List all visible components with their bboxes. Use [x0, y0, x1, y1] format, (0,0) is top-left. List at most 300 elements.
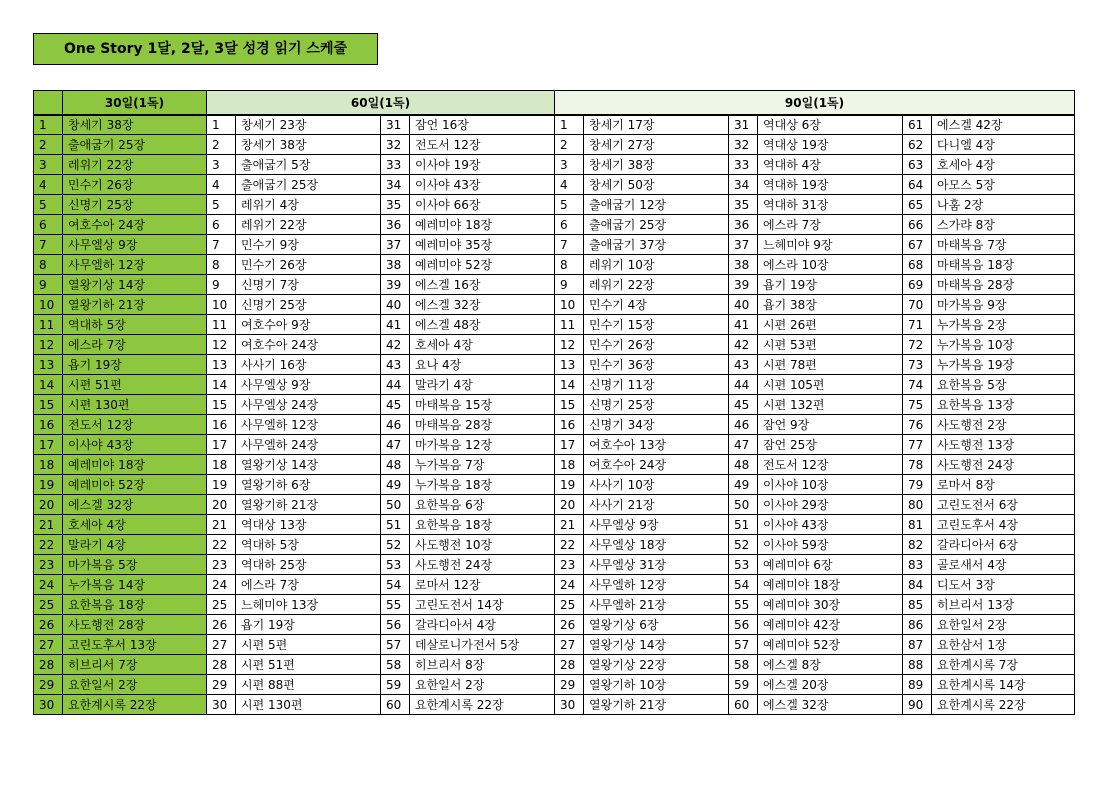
table-row: [34, 435, 1075, 455]
table-row: [34, 215, 1075, 235]
reading-90c-cell: 마가복음 9장: [932, 295, 1075, 315]
reading-90c-cell: 마태복음 18장: [932, 255, 1075, 275]
day-60a-cell: 29: [207, 675, 236, 695]
day-90b-cell: 48: [729, 455, 758, 475]
reading-60b-cell: 사도행전 24장: [410, 555, 555, 575]
day-60a-cell: 16: [207, 415, 236, 435]
table-row: [34, 315, 1075, 335]
day-60a-cell: 6: [207, 215, 236, 235]
day-60b-cell: 33: [381, 155, 410, 175]
day-90c-cell: 73: [903, 355, 932, 375]
day-30-cell: 19: [34, 475, 63, 495]
day-60a-cell: 25: [207, 595, 236, 615]
day-60b-cell: 32: [381, 135, 410, 155]
day-30-cell: 2: [34, 135, 63, 155]
reading-60b-cell: 누가복음 7장: [410, 455, 555, 475]
reading-90a-cell: 열왕기상 22장: [584, 655, 729, 675]
reading-90c-cell: 갈라디아서 6장: [932, 535, 1075, 555]
reading-30-cell: 창세기 38장: [63, 115, 207, 135]
reading-90a-cell: 민수기 26장: [584, 335, 729, 355]
day-90c-cell: 66: [903, 215, 932, 235]
day-60a-cell: 30: [207, 695, 236, 715]
reading-90a-cell: 사무엘하 12장: [584, 575, 729, 595]
day-90a-cell: 25: [555, 595, 584, 615]
day-60a-cell: 1: [207, 115, 236, 135]
day-90c-cell: 82: [903, 535, 932, 555]
day-90c-cell: 87: [903, 635, 932, 655]
day-90b-cell: 43: [729, 355, 758, 375]
reading-90c-cell: 호세아 4장: [932, 155, 1075, 175]
reading-90c-cell: 로마서 8장: [932, 475, 1075, 495]
day-60a-cell: 20: [207, 495, 236, 515]
reading-60a-cell: 시편 88편: [236, 675, 381, 695]
reading-90c-cell: 요한계시록 22장: [932, 695, 1075, 715]
reading-60b-cell: 예레미야 18장: [410, 215, 555, 235]
reading-60a-cell: 사무엘하 12장: [236, 415, 381, 435]
reading-90c-cell: 누가복음 2장: [932, 315, 1075, 335]
reading-30-cell: 호세아 4장: [63, 515, 207, 535]
day-90b-cell: 60: [729, 695, 758, 715]
reading-60b-cell: 예레미야 52장: [410, 255, 555, 275]
reading-30-cell: 사무엘하 12장: [63, 255, 207, 275]
reading-60b-cell: 에스겔 32장: [410, 295, 555, 315]
reading-60b-cell: 요한계시록 22장: [410, 695, 555, 715]
day-60a-cell: 22: [207, 535, 236, 555]
reading-90a-cell: 출애굽기 37장: [584, 235, 729, 255]
day-90a-cell: 5: [555, 195, 584, 215]
reading-90b-cell: 에스겔 20장: [758, 675, 903, 695]
day-90a-cell: 7: [555, 235, 584, 255]
day-90a-cell: 2: [555, 135, 584, 155]
day-90b-cell: 33: [729, 155, 758, 175]
day-90c-cell: 84: [903, 575, 932, 595]
day-60b-cell: 38: [381, 255, 410, 275]
day-90a-cell: 23: [555, 555, 584, 575]
table-row: [34, 695, 1075, 715]
reading-30-cell: 전도서 12장: [63, 415, 207, 435]
header-90-days: 90일(1독): [555, 91, 1075, 115]
reading-60b-cell: 에스겔 16장: [410, 275, 555, 295]
day-30-cell: 6: [34, 215, 63, 235]
reading-90b-cell: 에스라 10장: [758, 255, 903, 275]
reading-30-cell: 시편 51편: [63, 375, 207, 395]
day-90c-cell: 78: [903, 455, 932, 475]
reading-90c-cell: 요한일서 2장: [932, 615, 1075, 635]
day-90b-cell: 51: [729, 515, 758, 535]
reading-90b-cell: 예레미야 18장: [758, 575, 903, 595]
reading-60a-cell: 시편 130편: [236, 695, 381, 715]
day-90a-cell: 30: [555, 695, 584, 715]
reading-30-cell: 에스겔 32장: [63, 495, 207, 515]
reading-60b-cell: 이사야 19장: [410, 155, 555, 175]
table-row: [34, 575, 1075, 595]
day-30-cell: 21: [34, 515, 63, 535]
reading-60a-cell: 느헤미야 13장: [236, 595, 381, 615]
reading-90c-cell: 마태복음 28장: [932, 275, 1075, 295]
table-row: [34, 595, 1075, 615]
table-row: [34, 195, 1075, 215]
day-30-cell: 13: [34, 355, 63, 375]
table-row: [34, 335, 1075, 355]
day-90c-cell: 72: [903, 335, 932, 355]
reading-60a-cell: 사무엘상 24장: [236, 395, 381, 415]
reading-90b-cell: 이사야 10장: [758, 475, 903, 495]
reading-30-cell: 예레미야 18장: [63, 455, 207, 475]
reading-90a-cell: 창세기 17장: [584, 115, 729, 135]
day-90c-cell: 70: [903, 295, 932, 315]
reading-90a-cell: 창세기 38장: [584, 155, 729, 175]
day-90b-cell: 34: [729, 175, 758, 195]
reading-90a-cell: 여호수아 24장: [584, 455, 729, 475]
reading-60a-cell: 여호수아 9장: [236, 315, 381, 335]
day-30-cell: 8: [34, 255, 63, 275]
day-60b-cell: 47: [381, 435, 410, 455]
table-row: [34, 375, 1075, 395]
reading-60a-cell: 여호수아 24장: [236, 335, 381, 355]
reading-90b-cell: 에스라 7장: [758, 215, 903, 235]
day-90c-cell: 90: [903, 695, 932, 715]
reading-90b-cell: 역대하 4장: [758, 155, 903, 175]
reading-30-cell: 히브리서 7장: [63, 655, 207, 675]
reading-90a-cell: 출애굽기 12장: [584, 195, 729, 215]
reading-90b-cell: 이사야 29장: [758, 495, 903, 515]
day-60a-cell: 8: [207, 255, 236, 275]
reading-90b-cell: 역대상 19장: [758, 135, 903, 155]
header-blank: [34, 91, 63, 115]
reading-90b-cell: 욥기 19장: [758, 275, 903, 295]
reading-90c-cell: 디도서 3장: [932, 575, 1075, 595]
day-90b-cell: 39: [729, 275, 758, 295]
reading-90a-cell: 사무엘하 21장: [584, 595, 729, 615]
reading-90b-cell: 욥기 38장: [758, 295, 903, 315]
reading-60a-cell: 사무엘하 24장: [236, 435, 381, 455]
reading-60b-cell: 누가복음 18장: [410, 475, 555, 495]
reading-90a-cell: 민수기 15장: [584, 315, 729, 335]
day-60a-cell: 11: [207, 315, 236, 335]
day-30-cell: 17: [34, 435, 63, 455]
day-90c-cell: 68: [903, 255, 932, 275]
header-row: [34, 91, 1075, 115]
reading-60b-cell: 마태복음 28장: [410, 415, 555, 435]
day-60b-cell: 36: [381, 215, 410, 235]
reading-30-cell: 출애굽기 25장: [63, 135, 207, 155]
reading-90b-cell: 예레미야 52장: [758, 635, 903, 655]
reading-90b-cell: 시편 26편: [758, 315, 903, 335]
day-60b-cell: 59: [381, 675, 410, 695]
reading-60a-cell: 레위기 4장: [236, 195, 381, 215]
reading-30-cell: 신명기 25장: [63, 195, 207, 215]
day-90b-cell: 44: [729, 375, 758, 395]
day-60a-cell: 4: [207, 175, 236, 195]
day-90c-cell: 74: [903, 375, 932, 395]
day-90c-cell: 65: [903, 195, 932, 215]
day-90b-cell: 53: [729, 555, 758, 575]
day-60b-cell: 45: [381, 395, 410, 415]
reading-60a-cell: 열왕기하 21장: [236, 495, 381, 515]
reading-60a-cell: 출애굽기 25장: [236, 175, 381, 195]
day-30-cell: 30: [34, 695, 63, 715]
reading-60b-cell: 전도서 12장: [410, 135, 555, 155]
day-30-cell: 1: [34, 115, 63, 135]
day-60b-cell: 60: [381, 695, 410, 715]
reading-30-cell: 역대하 5장: [63, 315, 207, 335]
table-row: [34, 615, 1075, 635]
reading-60a-cell: 신명기 7장: [236, 275, 381, 295]
table-row: [34, 155, 1075, 175]
day-30-cell: 29: [34, 675, 63, 695]
day-30-cell: 10: [34, 295, 63, 315]
day-90c-cell: 75: [903, 395, 932, 415]
day-30-cell: 24: [34, 575, 63, 595]
day-60a-cell: 10: [207, 295, 236, 315]
reading-90b-cell: 시편 132편: [758, 395, 903, 415]
day-90a-cell: 11: [555, 315, 584, 335]
day-60b-cell: 54: [381, 575, 410, 595]
day-90a-cell: 20: [555, 495, 584, 515]
day-60a-cell: 3: [207, 155, 236, 175]
day-90b-cell: 47: [729, 435, 758, 455]
day-60a-cell: 24: [207, 575, 236, 595]
reading-60a-cell: 역대상 13장: [236, 515, 381, 535]
reading-90b-cell: 역대하 31장: [758, 195, 903, 215]
reading-90c-cell: 요한계시록 14장: [932, 675, 1075, 695]
day-60b-cell: 48: [381, 455, 410, 475]
day-90c-cell: 67: [903, 235, 932, 255]
reading-90a-cell: 사무엘상 18장: [584, 535, 729, 555]
reading-90b-cell: 이사야 43장: [758, 515, 903, 535]
header-60-days: 60일(1독): [207, 91, 555, 115]
reading-60a-cell: 창세기 23장: [236, 115, 381, 135]
day-60b-cell: 56: [381, 615, 410, 635]
reading-90b-cell: 느헤미야 9장: [758, 235, 903, 255]
reading-90b-cell: 시편 78편: [758, 355, 903, 375]
reading-90a-cell: 창세기 27장: [584, 135, 729, 155]
table-row: [34, 535, 1075, 555]
day-90b-cell: 36: [729, 215, 758, 235]
reading-60a-cell: 시편 5편: [236, 635, 381, 655]
table-row: [34, 175, 1075, 195]
reading-90a-cell: 민수기 4장: [584, 295, 729, 315]
reading-60a-cell: 시편 51편: [236, 655, 381, 675]
day-90b-cell: 57: [729, 635, 758, 655]
day-90b-cell: 37: [729, 235, 758, 255]
reading-30-cell: 여호수아 24장: [63, 215, 207, 235]
reading-90a-cell: 사사기 10장: [584, 475, 729, 495]
reading-90a-cell: 여호수아 13장: [584, 435, 729, 455]
reading-30-cell: 고린도후서 13장: [63, 635, 207, 655]
day-90c-cell: 77: [903, 435, 932, 455]
table-row: [34, 475, 1075, 495]
reading-30-cell: 에스라 7장: [63, 335, 207, 355]
reading-60b-cell: 사도행전 10장: [410, 535, 555, 555]
reading-90a-cell: 열왕기상 6장: [584, 615, 729, 635]
day-90c-cell: 69: [903, 275, 932, 295]
day-90c-cell: 85: [903, 595, 932, 615]
reading-60a-cell: 사무엘상 9장: [236, 375, 381, 395]
day-60a-cell: 13: [207, 355, 236, 375]
day-90b-cell: 56: [729, 615, 758, 635]
reading-60b-cell: 요한일서 2장: [410, 675, 555, 695]
table-row: [34, 635, 1075, 655]
day-60a-cell: 14: [207, 375, 236, 395]
reading-90c-cell: 에스겔 42장: [932, 115, 1075, 135]
day-90b-cell: 32: [729, 135, 758, 155]
day-60b-cell: 58: [381, 655, 410, 675]
reading-60a-cell: 욥기 19장: [236, 615, 381, 635]
day-30-cell: 3: [34, 155, 63, 175]
day-90c-cell: 62: [903, 135, 932, 155]
table-row: [34, 395, 1075, 415]
day-90a-cell: 14: [555, 375, 584, 395]
day-90b-cell: 59: [729, 675, 758, 695]
day-60b-cell: 34: [381, 175, 410, 195]
day-90a-cell: 16: [555, 415, 584, 435]
day-30-cell: 18: [34, 455, 63, 475]
reading-30-cell: 요한계시록 22장: [63, 695, 207, 715]
table-row: [34, 455, 1075, 475]
reading-60b-cell: 에스겔 48장: [410, 315, 555, 335]
table-row: [34, 275, 1075, 295]
day-90b-cell: 49: [729, 475, 758, 495]
reading-60b-cell: 갈라디아서 4장: [410, 615, 555, 635]
day-60a-cell: 26: [207, 615, 236, 635]
day-90c-cell: 79: [903, 475, 932, 495]
reading-30-cell: 욥기 19장: [63, 355, 207, 375]
table-row: [34, 515, 1075, 535]
day-60b-cell: 31: [381, 115, 410, 135]
table-row: [34, 235, 1075, 255]
reading-90a-cell: 레위기 10장: [584, 255, 729, 275]
day-60b-cell: 46: [381, 415, 410, 435]
day-60b-cell: 51: [381, 515, 410, 535]
day-90a-cell: 21: [555, 515, 584, 535]
reading-30-cell: 열왕기하 21장: [63, 295, 207, 315]
reading-90c-cell: 히브리서 13장: [932, 595, 1075, 615]
reading-60b-cell: 고린도전서 14장: [410, 595, 555, 615]
day-60b-cell: 49: [381, 475, 410, 495]
reading-60b-cell: 로마서 12장: [410, 575, 555, 595]
day-90c-cell: 88: [903, 655, 932, 675]
schedule-body: [34, 115, 1075, 715]
day-90c-cell: 64: [903, 175, 932, 195]
table-row: [34, 255, 1075, 275]
day-90a-cell: 28: [555, 655, 584, 675]
day-60b-cell: 39: [381, 275, 410, 295]
day-60a-cell: 23: [207, 555, 236, 575]
day-30-cell: 12: [34, 335, 63, 355]
day-90c-cell: 71: [903, 315, 932, 335]
reading-90c-cell: 요한복음 5장: [932, 375, 1075, 395]
table-row: [34, 415, 1075, 435]
reading-30-cell: 레위기 22장: [63, 155, 207, 175]
reading-90c-cell: 요한계시록 7장: [932, 655, 1075, 675]
reading-90a-cell: 출애굽기 25장: [584, 215, 729, 235]
day-90a-cell: 3: [555, 155, 584, 175]
day-30-cell: 28: [34, 655, 63, 675]
day-90a-cell: 29: [555, 675, 584, 695]
day-90b-cell: 52: [729, 535, 758, 555]
day-30-cell: 27: [34, 635, 63, 655]
day-30-cell: 7: [34, 235, 63, 255]
reading-60a-cell: 역대하 5장: [236, 535, 381, 555]
reading-30-cell: 예레미야 52장: [63, 475, 207, 495]
day-60a-cell: 21: [207, 515, 236, 535]
reading-30-cell: 요한일서 2장: [63, 675, 207, 695]
day-60a-cell: 28: [207, 655, 236, 675]
reading-30-cell: 말라기 4장: [63, 535, 207, 555]
reading-90c-cell: 사도행전 2장: [932, 415, 1075, 435]
reading-90a-cell: 신명기 11장: [584, 375, 729, 395]
day-90a-cell: 1: [555, 115, 584, 135]
reading-60b-cell: 말라기 4장: [410, 375, 555, 395]
day-60b-cell: 40: [381, 295, 410, 315]
day-90c-cell: 86: [903, 615, 932, 635]
day-60b-cell: 55: [381, 595, 410, 615]
reading-90c-cell: 골로새서 4장: [932, 555, 1075, 575]
reading-90b-cell: 에스겔 32장: [758, 695, 903, 715]
reading-60b-cell: 히브리서 8장: [410, 655, 555, 675]
reading-90a-cell: 민수기 36장: [584, 355, 729, 375]
day-30-cell: 5: [34, 195, 63, 215]
day-60b-cell: 57: [381, 635, 410, 655]
day-90b-cell: 50: [729, 495, 758, 515]
reading-90c-cell: 사도행전 13장: [932, 435, 1075, 455]
day-90b-cell: 41: [729, 315, 758, 335]
day-90a-cell: 9: [555, 275, 584, 295]
day-30-cell: 20: [34, 495, 63, 515]
reading-90c-cell: 사도행전 24장: [932, 455, 1075, 475]
header-30-days: 30일(1독): [63, 91, 207, 115]
reading-30-cell: 사무엘상 9장: [63, 235, 207, 255]
day-60a-cell: 9: [207, 275, 236, 295]
reading-90a-cell: 신명기 25장: [584, 395, 729, 415]
reading-60b-cell: 이사야 43장: [410, 175, 555, 195]
reading-90a-cell: 열왕기상 14장: [584, 635, 729, 655]
day-60b-cell: 52: [381, 535, 410, 555]
day-60a-cell: 18: [207, 455, 236, 475]
day-90c-cell: 80: [903, 495, 932, 515]
day-90a-cell: 18: [555, 455, 584, 475]
day-90b-cell: 40: [729, 295, 758, 315]
reading-90b-cell: 잠언 9장: [758, 415, 903, 435]
day-60b-cell: 53: [381, 555, 410, 575]
day-30-cell: 26: [34, 615, 63, 635]
reading-60a-cell: 민수기 9장: [236, 235, 381, 255]
reading-60a-cell: 창세기 38장: [236, 135, 381, 155]
day-60a-cell: 5: [207, 195, 236, 215]
reading-30-cell: 사도행전 28장: [63, 615, 207, 635]
day-60a-cell: 27: [207, 635, 236, 655]
day-90b-cell: 35: [729, 195, 758, 215]
reading-90b-cell: 시편 53편: [758, 335, 903, 355]
day-30-cell: 23: [34, 555, 63, 575]
reading-90b-cell: 예레미야 42장: [758, 615, 903, 635]
day-90a-cell: 19: [555, 475, 584, 495]
day-90c-cell: 61: [903, 115, 932, 135]
reading-90b-cell: 역대하 19장: [758, 175, 903, 195]
reading-30-cell: 열왕기상 14장: [63, 275, 207, 295]
day-90b-cell: 55: [729, 595, 758, 615]
reading-90a-cell: 열왕기하 21장: [584, 695, 729, 715]
table-row: [34, 135, 1075, 155]
reading-90c-cell: 고린도후서 4장: [932, 515, 1075, 535]
reading-60b-cell: 요나 4장: [410, 355, 555, 375]
reading-60a-cell: 역대하 25장: [236, 555, 381, 575]
reading-30-cell: 누가복음 14장: [63, 575, 207, 595]
day-90a-cell: 24: [555, 575, 584, 595]
table-row: [34, 555, 1075, 575]
day-30-cell: 25: [34, 595, 63, 615]
